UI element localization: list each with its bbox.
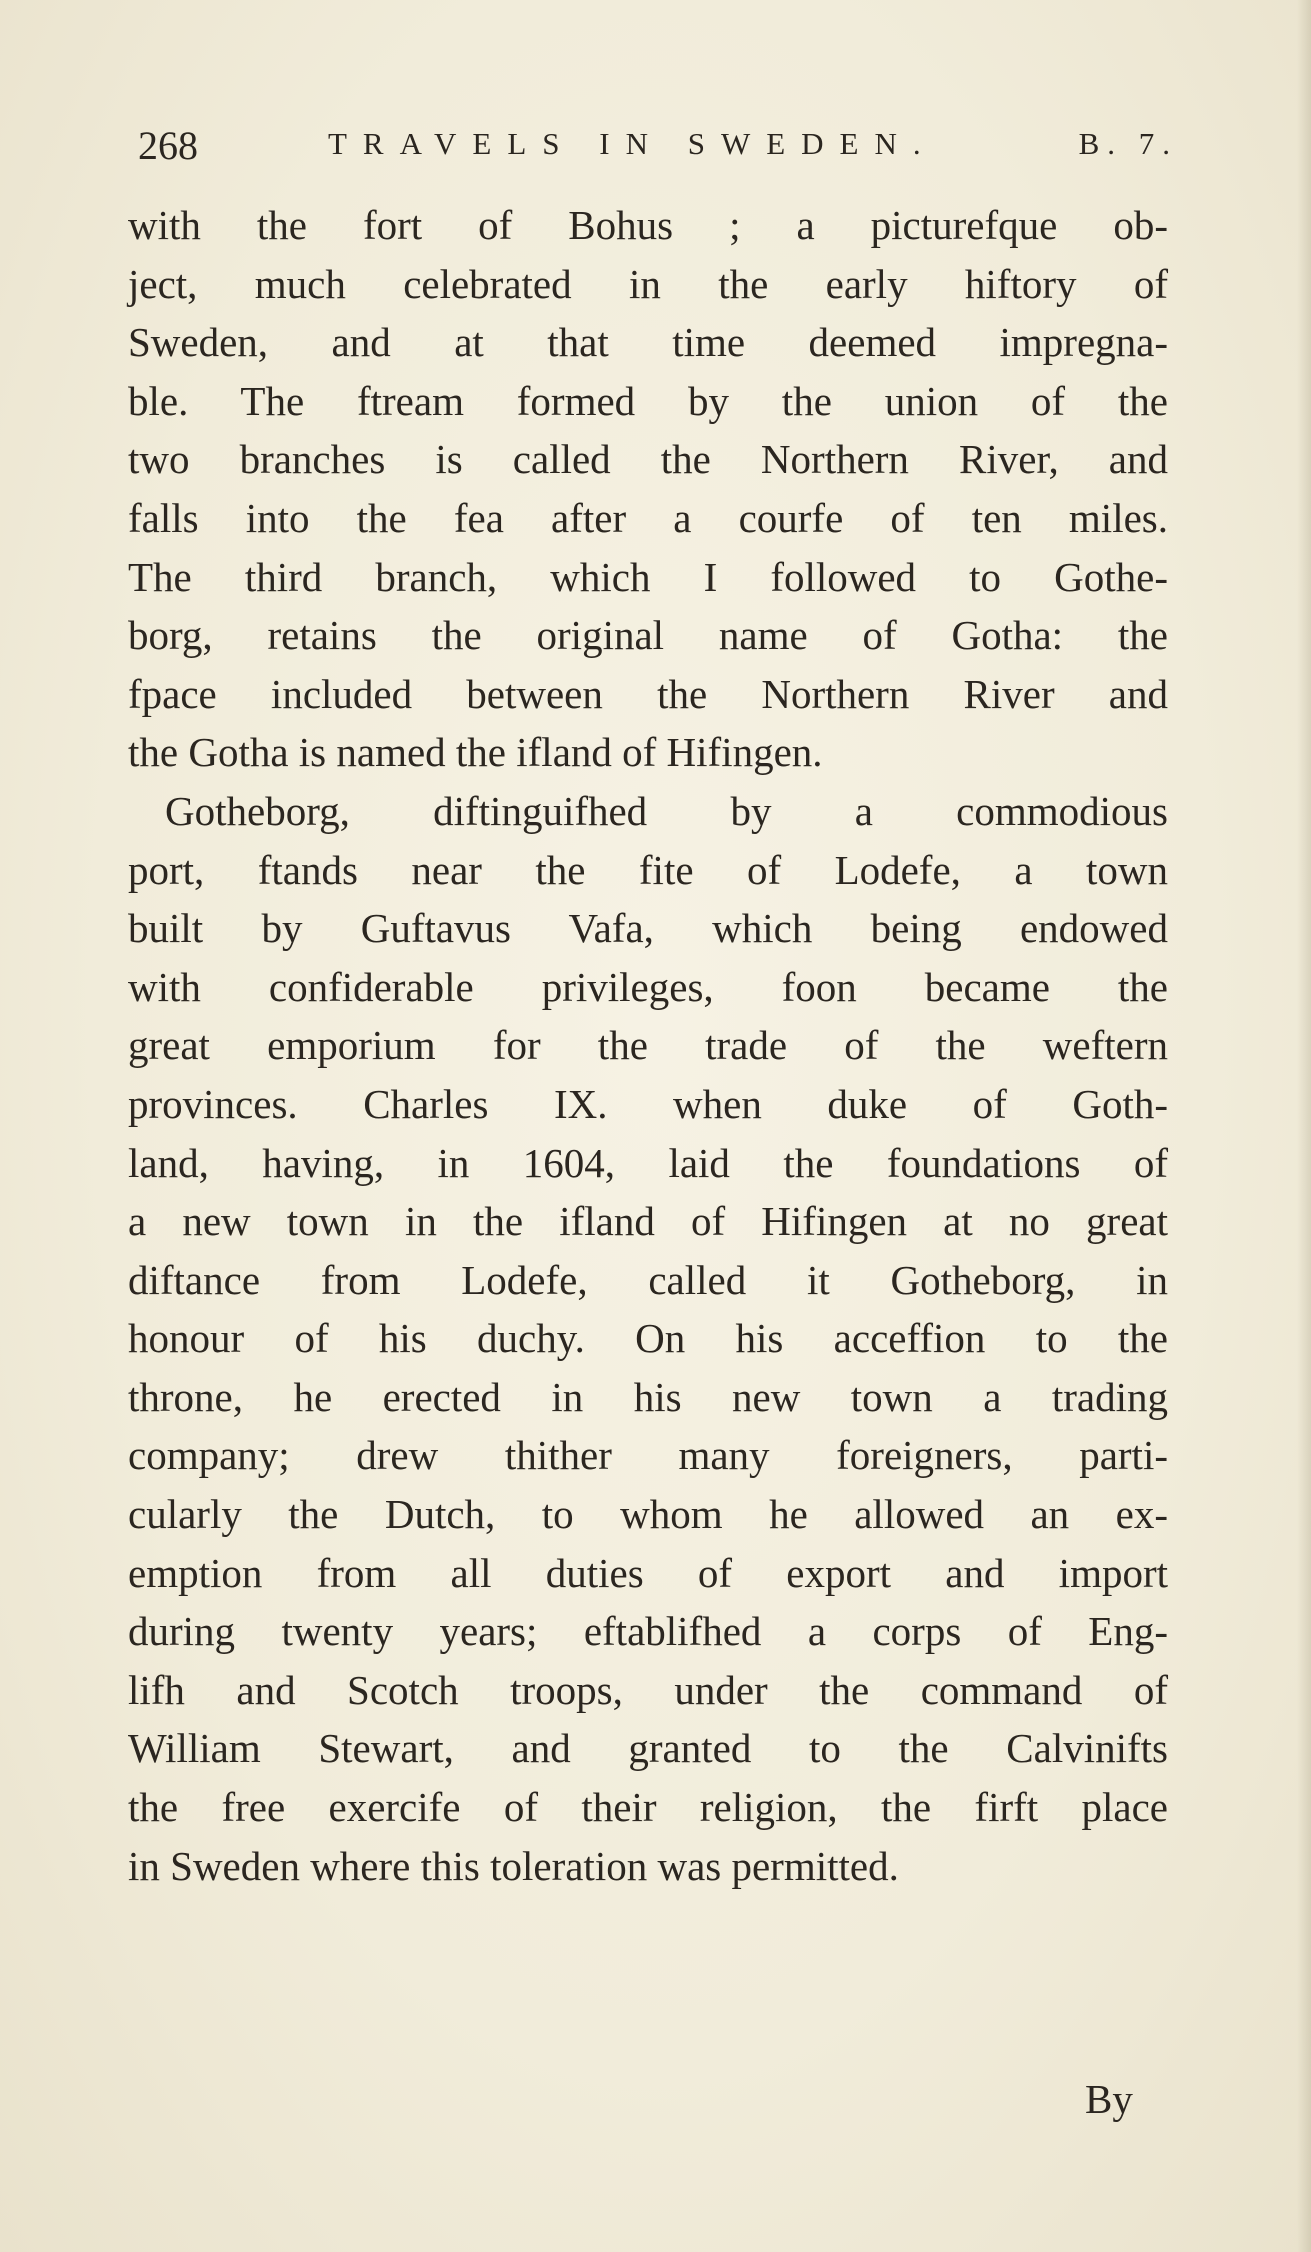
text-line: two branches is called the Northern River, and bbox=[128, 436, 1168, 483]
page-number: 268 bbox=[138, 123, 198, 168]
text-line: port, ftands near the fite of Lodefe, a town bbox=[128, 846, 1168, 893]
text-line: William Stewart, and granted to the Calvinifts bbox=[128, 1725, 1168, 1772]
text-line: great emporium for the trade of the weftern bbox=[128, 1022, 1168, 1069]
text-line: emption from all duties of export and import bbox=[128, 1549, 1168, 1596]
text-line: diftance from Lodefe, called it Gotheborg, in bbox=[128, 1256, 1168, 1303]
body-text bbox=[128, 196, 1168, 1895]
text-line: in Sweden where this toleration was permitted. bbox=[128, 1842, 899, 1889]
text-line: the free exercife of their religion, the firft place bbox=[128, 1784, 1168, 1831]
text-line: Gotheborg, diftinguifhed by a commodious bbox=[165, 787, 1168, 834]
text-line: throne, he erected in his new town a trading bbox=[128, 1373, 1168, 1420]
running-title: TRAVELS IN SWEDEN. bbox=[328, 126, 937, 161]
catchword: By bbox=[1085, 2076, 1133, 2122]
text-line: Sweden, and at that time deemed impregna- bbox=[128, 319, 1168, 366]
text-line: cularly the Dutch, to whom he allowed an ex- bbox=[128, 1491, 1168, 1538]
text-line: with confiderable privileges, foon became the bbox=[128, 963, 1168, 1010]
text-line: built by Guftavus Vafa, which being endowed bbox=[128, 905, 1168, 952]
text-line: honour of his duchy. On his acceffion to the bbox=[128, 1315, 1168, 1362]
text-line: with the fort of Bohus ; a picturefque ob- bbox=[128, 202, 1168, 248]
book-number: B. 7. bbox=[1078, 126, 1178, 161]
text-line: the Gotha is named the ifland of Hifingen. bbox=[128, 729, 823, 776]
page-edge-shadow bbox=[1297, 0, 1311, 2252]
text-line: The third branch, which I followed to Gothe- bbox=[128, 553, 1168, 600]
text-line: a new town in the ifland of Hifingen at no great bbox=[128, 1198, 1168, 1245]
text-line: provinces. Charles IX. when duke of Goth- bbox=[128, 1080, 1168, 1127]
text-line: lifh and Scotch troops, under the command of bbox=[128, 1666, 1168, 1713]
text-line: ble. The ftream formed by the union of the bbox=[128, 377, 1168, 424]
text-line: ject, much celebrated in the early hiftory of bbox=[128, 260, 1168, 307]
text-line: land, having, in 1604, laid the foundations of bbox=[128, 1139, 1168, 1186]
text-line: borg, retains the original name of Gotha: the bbox=[128, 612, 1168, 659]
text-line: during twenty years; eftablifhed a corps of Eng- bbox=[128, 1608, 1168, 1655]
text-line: company; drew thither many foreigners, parti- bbox=[128, 1432, 1168, 1479]
running-header bbox=[138, 112, 1178, 172]
text-line: falls into the fea after a courfe of ten miles. bbox=[128, 494, 1168, 541]
text-line: fpace included between the Northern River and bbox=[128, 670, 1168, 717]
